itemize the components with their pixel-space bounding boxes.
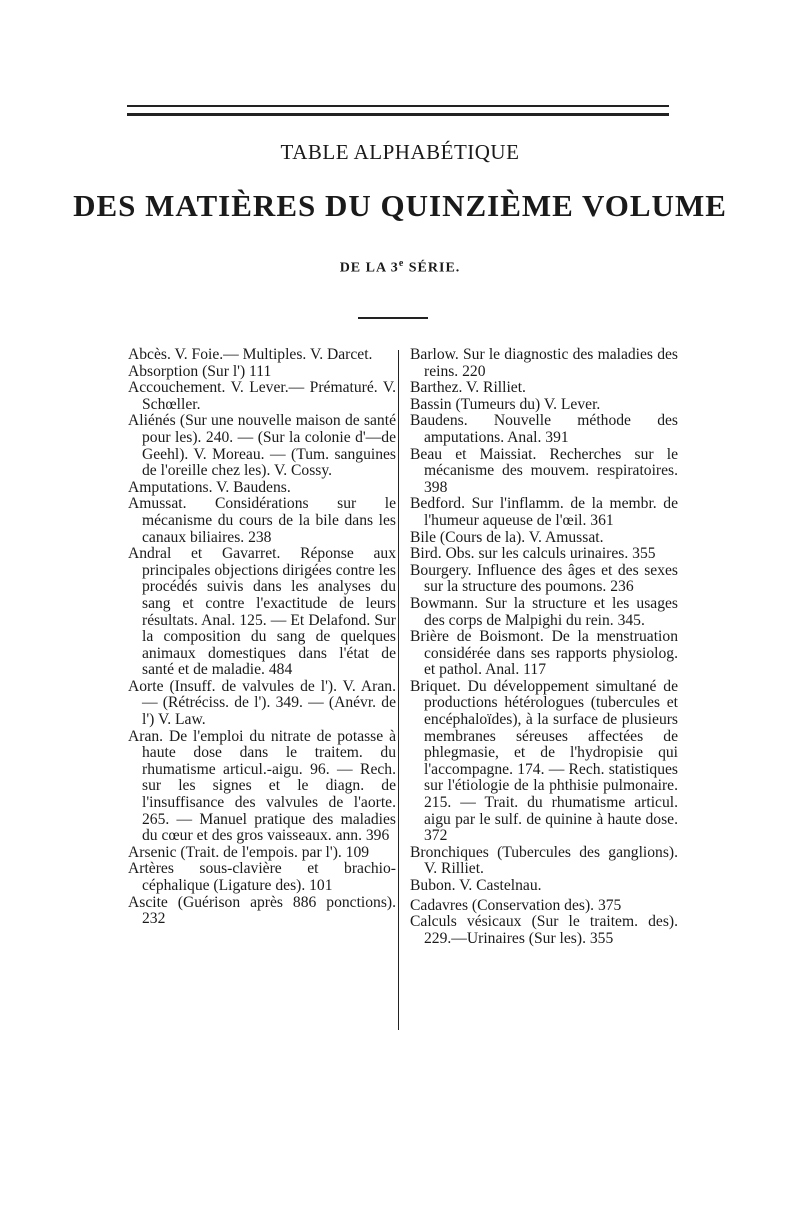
- index-entry: Baudens. Nouvelle méthode des amputations. Anal. 391: [410, 412, 678, 446]
- index-entry: Ascite (Guérison après 886 ponctions). 232: [128, 893, 396, 928]
- index-entry: Aran. De l'emploi du nitrate de potasse à haute dose dans le traitem. du rhumatisme articul.-aigu. 96. — Rech. sur les signes et le diagn. de l'insuffisance des valvules de l'aorte. 265. — Manuel pratique des maladies du cœur et des gros vaisseaux. ann. 396: [128, 727, 396, 845]
- index-entry: Artères sous-clavière et brachio-céphalique (Ligature des). 101: [128, 860, 396, 894]
- index-entry: Aliénés (Sur une nouvelle maison de santé pour les). 240. — (Sur la colonie d'—de Geehl). V. Moreau. — (Tum. sanguines de l'oreille chez les). V. Cossy.: [128, 412, 396, 480]
- index-entry: Abcès. V. Foie.— Multiples. V. Darcet.: [128, 346, 373, 363]
- index-entry: Cadavres (Conservation des). 375: [410, 896, 622, 914]
- index-entry: Bile (Cours de la). V. Amussat.: [410, 528, 604, 546]
- title-line-1: TABLE ALPHABÉTIQUE: [280, 140, 520, 164]
- series-suffix: SÉRIE.: [404, 260, 461, 276]
- top-double-rule: [127, 105, 669, 116]
- series-prefix: DE LA 3: [339, 260, 399, 276]
- index-entry: Calculs vésicaux (Sur le traitem. des). 229.—Urinaires (Sur les). 355: [410, 913, 678, 947]
- index-entry: Beau et Maissiat. Recherches sur le mécanisme des mouvem. respiratoires. 398: [410, 445, 678, 496]
- index-entry: Bourgery. Influence des âges et des sexes sur la structure des poumons. 236: [410, 561, 678, 596]
- index-entry: Bassin (Tumeurs du) V. Lever.: [410, 395, 601, 413]
- index-entry: Amputations. V. Baudens.: [128, 478, 291, 496]
- index-entry: Bronchiques (Tubercules des ganglions). V. Rilliet.: [410, 843, 678, 878]
- index-entry: Bedford. Sur l'inflamm. de la membr. de l'humeur aqueuse de l'œil. 361: [410, 495, 678, 529]
- column-divider: [398, 350, 399, 1030]
- index-entry: Amussat. Considérations sur le mécanisme du cours de la bile dans les canaux biliaires. 238: [128, 495, 396, 546]
- series-sup: e: [398, 258, 405, 269]
- index-entry: Briquet. Du développement simultané de productions hétérologues (tubercules et encéphaloïdes), à la surface de plusieurs membranes séreuses affectées de phlegmasie, et de l'hydropisie qui l'accompagne. 174. — Rech. statistiques sur l'étiologie de la phthisie pulmonaire. 215. — Trait. du rhumatisme articul. aigu par le sulf. de quinine à haute dose. 372: [410, 677, 678, 845]
- index-entry: Bowmann. Sur la structure et les usages des corps de Malpighi du rein. 345.: [410, 594, 678, 629]
- index-entry: Andral et Gavarret. Réponse aux principales objections dirigées contre les procédés suivis dans les analyses du sang et contre l'exactitude de leurs résultats. Anal. 125. — Et Delafond. Sur la composition du sang de quelques animaux domestiques dans l'état de santé et de maladie. 484: [128, 545, 396, 679]
- index-entry: Bird. Obs. sur les calculs urinaires. 355: [410, 545, 656, 563]
- index-column-right: [410, 347, 678, 947]
- index-entry: Accouchement. V. Lever.— Prématuré. V. Schœller.: [128, 379, 396, 413]
- title-separator-rule: [358, 317, 428, 319]
- title-line-3: [0, 258, 800, 277]
- index-entry: Brière de Boismont. De la menstruation considérée dans ses rapports physiolog. et pathol. Anal. 117: [410, 628, 678, 679]
- index-column-left: [128, 347, 396, 928]
- index-entry: Arsenic (Trait. de l'empois. par l'). 109: [128, 843, 370, 861]
- title-line-2: DES MATIÈRES DU QUINZIÈME VOLUME: [73, 188, 727, 223]
- index-entry: Barthez. V. Rilliet.: [410, 379, 526, 397]
- index-entry: Absorption (Sur l') 111: [128, 362, 272, 380]
- index-entry: Bubon. V. Castelnau.: [410, 877, 542, 894]
- index-entry: Barlow. Sur le diagnostic des maladies des reins. 220: [410, 346, 678, 380]
- index-entry: Aorte (Insuff. de valvules de l'). V. Aran. — (Rétréciss. de l'). 349. — (Anévr. de l') V. Law.: [128, 677, 396, 729]
